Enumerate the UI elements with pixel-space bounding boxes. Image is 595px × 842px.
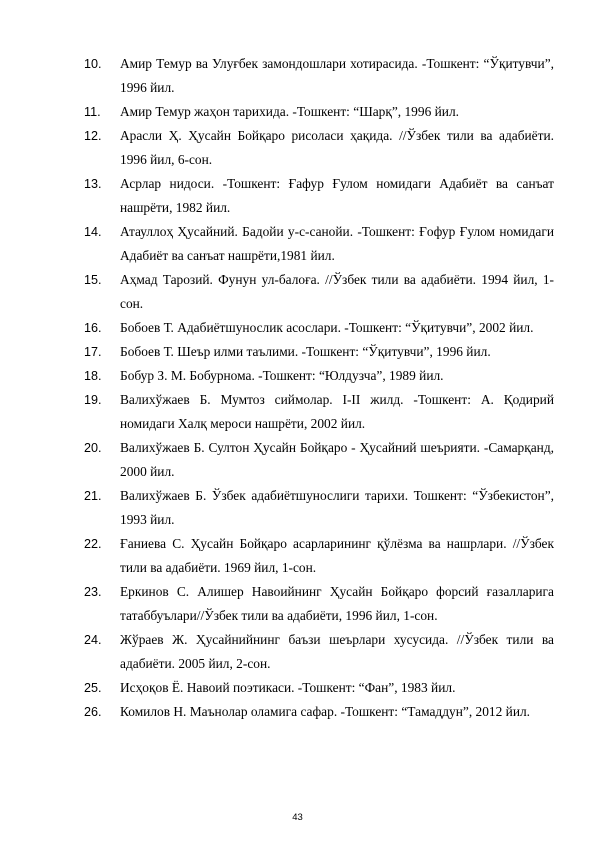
- reference-number: 11.: [84, 105, 101, 119]
- reference-text: Комилов Н. Маънолар оламига сафар. -Тошкент: “Тамаддун”, 2012 йил.: [120, 704, 531, 719]
- reference-number: 18.: [84, 369, 102, 383]
- reference-item: [84, 364, 554, 388]
- reference-number: 26.: [84, 705, 102, 719]
- reference-item: [84, 124, 554, 172]
- reference-item: [84, 436, 554, 484]
- reference-list: [84, 52, 554, 724]
- reference-number: 12.: [84, 129, 102, 143]
- reference-item: [84, 484, 554, 532]
- reference-number: 19.: [84, 393, 102, 407]
- reference-item: [84, 172, 554, 220]
- reference-number: 23.: [84, 585, 102, 599]
- reference-text: Бобоев Т. Шеър илми таълими. -Тошкент: “Ўқитувчи”, 1996 йил.: [120, 344, 491, 359]
- reference-item: [84, 700, 554, 724]
- reference-item: [84, 580, 554, 628]
- reference-text: Валихўжаев Б. Султон Ҳусайн Бойқаро - Ҳусайний шеърияти. -Самарқанд, 2000 йил.: [120, 440, 554, 479]
- reference-text: Бобоев Т. Адабиётшунослик асослари. -Тошкент: “Ўқитувчи”, 2002 йил.: [120, 320, 534, 335]
- reference-text: Исҳоқов Ё. Навоий поэтикаси. -Тошкент: “Фан”, 1983 йил.: [120, 680, 456, 695]
- reference-text: Асрлар нидоси. -Тошкент: Ғафур Ғулом номидаги Адабиёт ва санъат нашрёти, 1982 йил.: [120, 176, 554, 215]
- reference-item: [84, 100, 554, 124]
- reference-item: [84, 628, 554, 676]
- reference-text: Амир Темур жаҳон тарихида. -Тошкент: “Шарқ”, 1996 йил.: [120, 104, 459, 119]
- reference-number: 14.: [84, 225, 102, 239]
- reference-item: [84, 316, 554, 340]
- reference-number: 22.: [84, 537, 102, 551]
- page-number: 43: [292, 812, 303, 823]
- reference-number: 20.: [84, 441, 102, 455]
- reference-number: 15.: [84, 273, 102, 287]
- reference-text: Валихўжаев Б. Ўзбек адабиётшунослиги тарихи. Тошкент: “Ўзбекистон”, 1993 йил.: [120, 488, 554, 527]
- reference-text: Еркинов С. Алишер Навоийнинг Ҳусайн Бойқаро форсий ғазалларига татаббуълари//Ўзбек тили ва адабиёти, 1996 йил, 1-сон.: [120, 584, 554, 623]
- reference-item: [84, 268, 554, 316]
- reference-number: 10.: [84, 57, 102, 71]
- reference-number: 25.: [84, 681, 102, 695]
- reference-number: 13.: [84, 177, 102, 191]
- reference-number: 24.: [84, 633, 102, 647]
- reference-text: Амир Темур ва Улуғбек замондошлари хотирасида. -Тошкент: “Ўқитувчи”, 1996 йил.: [120, 56, 554, 95]
- reference-text: Жўраев Ж. Ҳусайнийнинг баъзи шеърлари хусусида. //Ўзбек тили ва адабиёти. 2005 йил, 2-сон.: [120, 632, 554, 671]
- reference-text: Ғаниева С. Ҳусайн Бойқаро асарларининг қўлёзма ва нашрлари. //Ўзбек тили ва адабиёти. 1969 йил, 1-сон.: [120, 536, 554, 575]
- reference-text: Арасли Ҳ. Ҳусайн Бойқаро рисоласи ҳақида. //Ўзбек тили ва адабиёти. 1996 йил, 6-сон.: [120, 128, 554, 167]
- reference-text: Атауллоҳ Ҳусайний. Бадойи у-с-санойи. -Тошкент: Ғофур Ғулом номидаги Адабиёт ва санъат нашрёти,1981 йил.: [120, 224, 554, 263]
- reference-number: 16.: [84, 321, 102, 335]
- reference-item: [84, 52, 554, 100]
- reference-text: Валихўжаев Б. Мумтоз сиймолар. I-II жилд. -Тошкент: А. Қодирий номидаги Халқ мероси нашрёти, 2002 йил.: [120, 392, 554, 431]
- reference-number: 21.: [84, 489, 102, 503]
- reference-item: [84, 220, 554, 268]
- reference-text: Бобур З. М. Бобурнома. -Тошкент: “Юлдузча”, 1989 йил.: [120, 368, 444, 383]
- reference-text: Аҳмад Тарозий. Фунун ул-балоға. //Ўзбек тили ва адабиёти. 1994 йил, 1-сон.: [120, 272, 554, 311]
- reference-item: [84, 340, 554, 364]
- reference-item: [84, 676, 554, 700]
- reference-item: [84, 388, 554, 436]
- reference-item: [84, 532, 554, 580]
- reference-number: 17.: [84, 345, 102, 359]
